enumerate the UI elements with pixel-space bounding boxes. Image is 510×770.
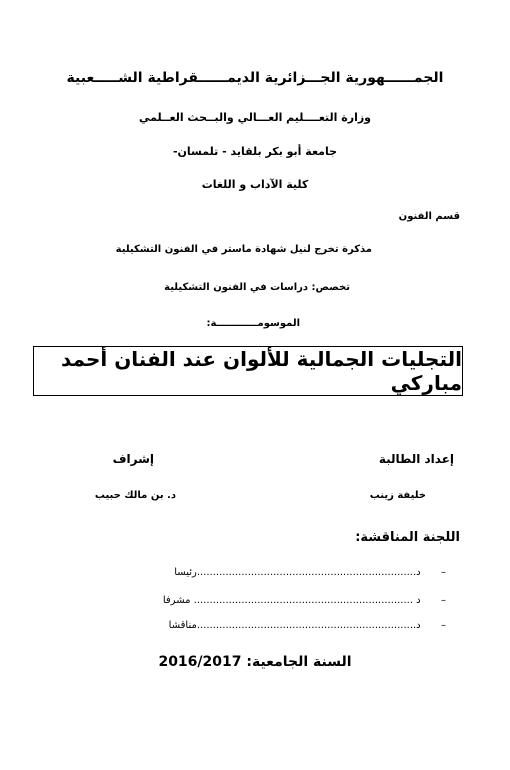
member-bullet: – — [441, 595, 446, 606]
member-line-president: د.....................................................................رئيسا — [174, 567, 421, 578]
ministry-heading: وزارة التعــــليم العـــالي والبــحث العــلمي — [138, 111, 372, 124]
prepared-by-label: إعداد الطالبة — [378, 452, 454, 466]
republic-heading: الجمــــــهورية الجـــزائرية الديمــــــقراطية الشـــــعبية — [66, 70, 444, 86]
committee-member-row — [174, 567, 446, 578]
committee-member-row — [169, 620, 446, 631]
committee-label: اللجنة المناقشة: — [355, 530, 460, 545]
student-name: خليفة زينب — [369, 490, 426, 501]
academic-year: السنة الجامعية: 2016/2017 — [158, 654, 352, 670]
faculty-heading: كلية الآداب و اللغات — [201, 178, 309, 191]
memo-titled-label: الموسومــــــــــــة: — [206, 318, 300, 329]
member-line-examiner: د.....................................................................مناقشا — [168, 620, 421, 631]
university-heading: جامعة أبو بكر بلقايد - تلمسان- — [172, 145, 338, 158]
member-bullet: – — [441, 620, 446, 631]
memo-specialty: تخصص: دراسات في الفنون التشكيلية — [164, 282, 350, 293]
memo-purpose: مذكرة تخرج لنيل شهادة ماستر في الفنون التشكيلية — [115, 244, 372, 255]
department-label: قسم الفنون — [398, 211, 460, 222]
committee-member-row — [163, 595, 446, 606]
thesis-title: التجليات الجمالية للألوان عند الفنان أحمد مباركي — [61, 347, 462, 395]
member-bullet: – — [441, 567, 446, 578]
member-line-supervisor: د ..................................................................... مشرفا — [162, 595, 421, 606]
supervision-label: إشراف — [112, 452, 154, 466]
supervisor-name: د. بن مالك حبيب — [94, 490, 176, 501]
thesis-title-box — [33, 346, 463, 396]
